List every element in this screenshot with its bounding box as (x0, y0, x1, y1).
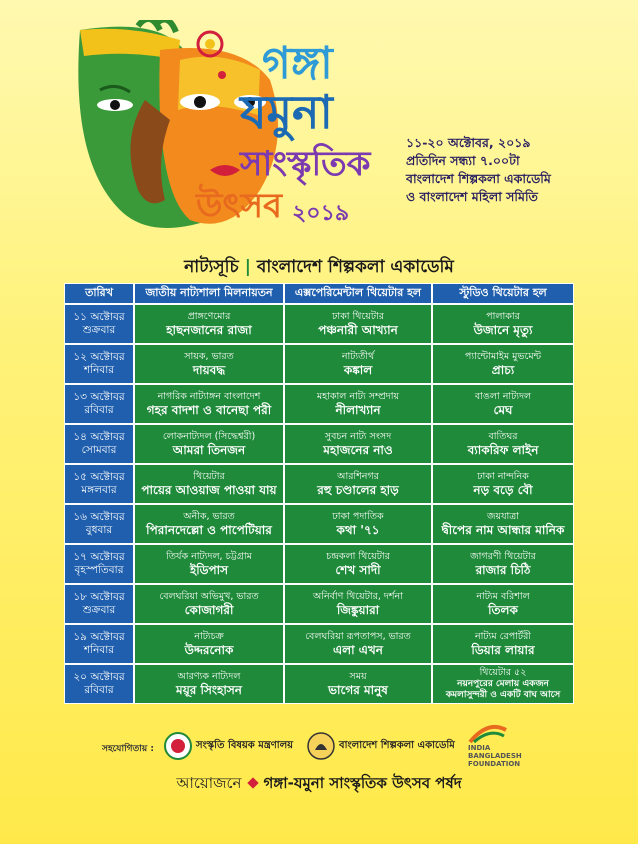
date-text: ১৪ অক্টোবর (73, 431, 125, 443)
day-text: রবিবার (84, 684, 114, 696)
table-row (64, 624, 574, 664)
ibf-line-3: FOUNDATION (468, 760, 521, 768)
play-title: উদ্দরনোক (184, 642, 234, 657)
play-title: দায়বদ্ধ (192, 362, 226, 377)
play-title: ময়ূর সিংহাসন (176, 682, 242, 697)
show-cell (284, 664, 432, 704)
troupe-name: ঢাকা থিয়েটার (332, 310, 384, 322)
table-row (64, 664, 574, 704)
table-row (64, 384, 574, 424)
show-cell (432, 504, 574, 544)
troupe-name: বেলঘরিয়া অভিমুখ, ভারত (159, 590, 259, 602)
troupe-name: নাগরিক নাট্যাঙ্গন বাংলাদেশ (157, 390, 261, 402)
organizer-name: গঙ্গা-যমুনা সাংস্কৃতিক উৎসব পর্ষদ (263, 774, 462, 792)
day-text: শুক্রবার (82, 324, 116, 336)
show-cell (432, 384, 574, 424)
date-cell (64, 544, 134, 584)
show-cell (284, 544, 432, 584)
sponsor-ministry (164, 732, 293, 760)
event-dates: ১১-২০ অক্টোবর, ২০১৯ (406, 135, 531, 150)
table-row (64, 304, 574, 344)
play-title: রাজার চিঠি (475, 562, 531, 577)
ibf-line-1: INDIA (468, 744, 491, 752)
troupe-name: নাট্যতীর্থ (341, 350, 375, 362)
show-cell (134, 664, 284, 704)
play-title: কঙ্কাল (343, 362, 373, 377)
play-title: নীলাখ্যান (335, 402, 381, 417)
show-cell (432, 304, 574, 344)
show-cell (432, 544, 574, 584)
show-cell (432, 344, 574, 384)
troupe-name: ঢাকা পদাতিক (332, 510, 384, 522)
troupe-name: তির্যক নাট্যদল, চট্টগ্রাম (166, 550, 252, 562)
troupe-name: প্রাঙ্গণেমোর (187, 310, 231, 322)
troupe-name: বেলঘরিয়া রূপতাপস, ভারত (305, 630, 411, 642)
date-cell (64, 624, 134, 664)
play-title: দ্বীপের নাম আন্ধার মানিক (441, 522, 565, 537)
show-cell (432, 424, 574, 464)
show-cell (284, 304, 432, 344)
day-text: বৃহস্পতিবার (74, 564, 124, 576)
date-cell (64, 344, 134, 384)
table-row (64, 424, 574, 464)
sponsors-strip (102, 724, 552, 772)
schedule-label: নাট্যসূচি (184, 257, 239, 277)
play-title: ইডিপাস (189, 562, 229, 577)
show-cell (134, 544, 284, 584)
schedule-table (64, 283, 574, 704)
day-text: সোমবার (81, 444, 117, 456)
show-cell (134, 344, 284, 384)
play-title: ডিয়ার লায়ার (471, 642, 535, 657)
day-text: শনিবার (83, 364, 115, 376)
table-header-row (64, 283, 574, 304)
organizer-prefix: আয়োজনে (176, 774, 242, 792)
show-cell (284, 344, 432, 384)
play-title: গহর বাদশা ও বানেছা পরী (146, 402, 272, 417)
schedule-heading (0, 254, 638, 282)
troupe-name: আরশিনগর (337, 470, 379, 482)
troupe-name: মহাকাল নাট্য সম্প্রদায় (316, 390, 400, 402)
event-time: প্রতিদিন সন্ধ্যা ৭.০০টা (406, 153, 520, 168)
day-text: রবিবার (84, 404, 114, 416)
sponsors-label: সহযোগিতায় : (102, 744, 154, 754)
play-title: নয়নপুরের মেলায় একজন কমলাসুন্দরী ও একটি বাঘ আসে (445, 679, 561, 700)
show-cell (284, 624, 432, 664)
sponsor-shilpakala (307, 732, 455, 760)
show-cell (134, 584, 284, 624)
date-text: ১১ অক্টোবর (73, 311, 125, 323)
event-info (406, 134, 626, 206)
troupe-name: সায়ক, ভারত (184, 350, 234, 362)
troupe-name: বাঙলা নাট্যদল (474, 390, 532, 402)
divider-bar: | (244, 257, 251, 277)
troupe-name: বাতিঘর (488, 430, 518, 442)
table-row (64, 584, 574, 624)
date-text: ১৫ অক্টোবর (73, 471, 125, 483)
troupe-name: থিয়েটার ৫২ (479, 667, 527, 678)
header-experimental-theatre: এক্সপেরিমেন্টাল থিয়েটার হল (284, 283, 432, 304)
show-cell (134, 624, 284, 664)
day-text: শুক্রবার (82, 604, 116, 616)
troupe-name: নাট্যচক্র (194, 630, 224, 642)
header-national-theatre: জাতীয় নাট্যশালা মিলনায়তন (134, 283, 284, 304)
sponsor-ministry-name: সংস্কৃতি বিষয়ক মন্ত্রণালয় (196, 739, 294, 751)
table-row (64, 544, 574, 584)
show-cell (284, 464, 432, 504)
show-cell (432, 584, 574, 624)
ibf-line-2: BANGLADESH (468, 752, 522, 760)
shilpakala-emblem-icon (307, 732, 335, 760)
table-row (64, 464, 574, 504)
poster-header (0, 0, 638, 240)
ministry-emblem-icon (164, 732, 192, 760)
troupe-name: নাট্যম রেপার্টরী (474, 630, 532, 642)
title-ganga: গঙ্গা (262, 38, 333, 89)
day-text: শনিবার (83, 644, 115, 656)
play-title: শেখ সাদী (335, 562, 381, 577)
play-title: হাছনজানের রাজা (166, 322, 252, 337)
sponsor-ibf (468, 724, 522, 768)
header-studio-theatre: স্টুডিও থিয়েটার হল (432, 283, 574, 304)
show-cell (284, 584, 432, 624)
event-venue-2: ও বাংলাদেশ মহিলা সমিতি (406, 189, 538, 204)
play-title: এলা এখন (333, 642, 383, 657)
title-year: ২০১৯ (292, 200, 350, 226)
table-row (64, 504, 574, 544)
troupe-name: থিয়েটার (193, 470, 225, 482)
troupe-name: অনীক, ভারত (183, 510, 235, 522)
date-text: ১৭ অক্টোবর (73, 551, 125, 563)
date-cell (64, 584, 134, 624)
diamond-icon (248, 777, 259, 788)
day-text: বুধবার (85, 524, 113, 536)
show-cell (134, 504, 284, 544)
date-cell (64, 304, 134, 344)
troupe-name: নাট্যম বরিশাল (476, 590, 530, 602)
date-cell (64, 384, 134, 424)
troupe-name: প্যান্টোমাইম মুভমেন্ট (464, 350, 542, 362)
troupe-name: পালাকার (486, 310, 520, 322)
date-text: ১২ অক্টোবর (73, 351, 125, 363)
date-text: ১৮ অক্টোবর (73, 591, 125, 603)
sponsor-shilpakala-name: বাংলাদেশ শিল্পকলা একাডেমি (339, 739, 455, 751)
play-title: মহাজনের নাও (323, 442, 393, 457)
troupe-name: চন্দ্রকলা থিয়েটার (326, 550, 390, 562)
table-row (64, 344, 574, 384)
troupe-name: আরণ্যক নাট্যদল (177, 670, 241, 682)
troupe-name: জয়যাত্রা (486, 510, 520, 522)
troupe-name: লোকনাট্যদল (সিদ্ধেশ্বরী) (162, 430, 256, 442)
play-title: জিঙ্কুয়ারা (336, 602, 380, 617)
play-title: নড় বড়ে বৌ (473, 482, 533, 497)
show-cell (432, 464, 574, 504)
date-text: ১৬ অক্টোবর (73, 511, 125, 523)
troupe-name: সময় (349, 670, 367, 682)
play-title: কথা '৭১ (336, 522, 380, 537)
show-cell (284, 384, 432, 424)
show-cell (134, 464, 284, 504)
date-text: ১৯ অক্টোবর (73, 631, 125, 643)
date-text: ২০ অক্টোবর (73, 671, 125, 683)
show-cell (134, 424, 284, 464)
play-title: মেঘ (493, 402, 513, 417)
play-title: ভাগের মানুষ (328, 682, 388, 697)
event-venue-1: বাংলাদেশ শিল্পকলা একাডেমি (406, 171, 551, 186)
play-title: আমরা তিনজন (172, 442, 246, 457)
header-date: তারিখ (64, 283, 134, 304)
date-cell (64, 464, 134, 504)
play-title: পঞ্চনারী আখ্যান (318, 322, 398, 337)
ibf-logo-icon (468, 724, 508, 744)
play-title: তিলক (488, 602, 518, 617)
date-cell (64, 424, 134, 464)
title-jamuna: যমুনা (240, 85, 333, 139)
show-cell (134, 304, 284, 344)
troupe-name: জাগরণী থিয়েটার (470, 550, 536, 562)
schedule-venue: বাংলাদেশ শিল্পকলা একাডেমি (256, 257, 454, 277)
day-text: মঙ্গলবার (81, 484, 117, 496)
show-cell (432, 664, 574, 704)
play-title: রহু চণ্ডালের হাড় (317, 482, 399, 497)
play-title: পায়ের আওয়াজ পাওয়া যায় (141, 482, 277, 497)
play-title: ব্যাকরিফ লাইন (467, 442, 539, 457)
show-cell (134, 384, 284, 424)
show-cell (432, 624, 574, 664)
date-cell (64, 664, 134, 704)
play-title: কোজাগরী (184, 602, 234, 617)
play-title: পিরানদেল্লো ও পাপেটিয়ার (146, 522, 272, 537)
play-title: উজানে মৃত্যু (473, 322, 533, 337)
show-cell (284, 504, 432, 544)
date-cell (64, 504, 134, 544)
date-text: ১৩ অক্টোবর (73, 391, 125, 403)
troupe-name: অনির্বাণ থিয়েটার, দর্শনা (313, 590, 403, 602)
title-utsab: উৎসব (196, 186, 283, 226)
organizer-line (0, 772, 638, 797)
play-title: প্রাচ্য (491, 362, 515, 377)
show-cell (284, 424, 432, 464)
troupe-name: ঢাকা নান্দনিক (477, 470, 529, 482)
troupe-name: সুবচন নাট্য সংসদ (324, 430, 392, 442)
title-sanskritik: সাংস্কৃতিক (240, 144, 371, 184)
